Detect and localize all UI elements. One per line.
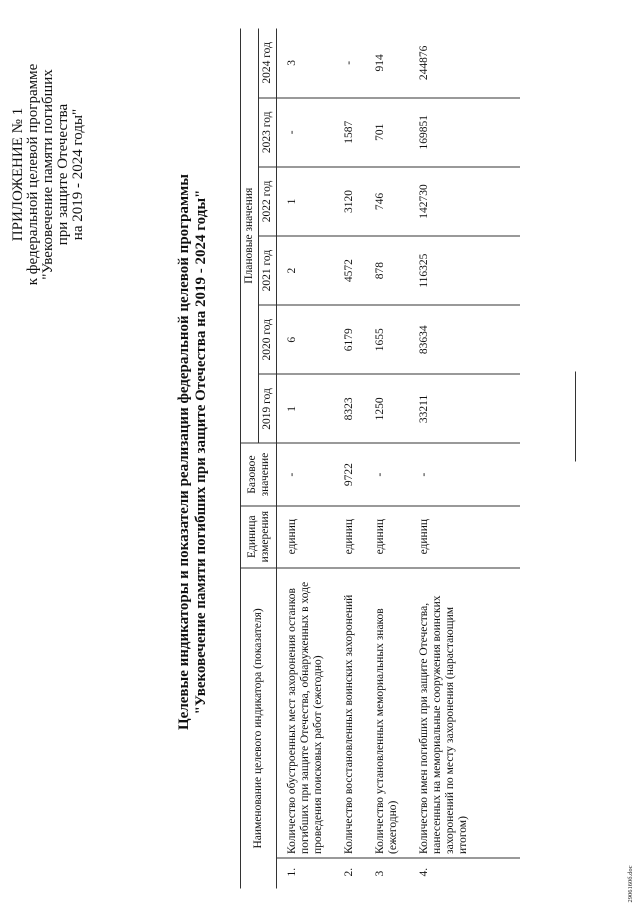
title-line: Целевые индикаторы и показатели реализации федеральной целевой программы	[176, 174, 192, 730]
row-number: 2.	[334, 858, 365, 888]
value-2021: 4572	[334, 236, 365, 305]
value-2020: 6	[277, 305, 335, 374]
value-2021: 116325	[409, 236, 520, 305]
title-line: "Увековечение памяти погибших при защите Отечества на 2019 - 2024 годы"	[193, 189, 209, 715]
value-2022: 3120	[334, 167, 365, 236]
header-year: 2020 год	[259, 305, 277, 374]
value-2022: 142730	[409, 167, 520, 236]
value-2024: -	[343, 60, 355, 65]
value-2020: 1655	[365, 305, 409, 374]
indicator-name: Количество восстановленных воинских захоронений	[334, 568, 365, 859]
row-number: 3	[365, 858, 409, 888]
document-code: 2906160б.doc	[627, 865, 634, 903]
appendix-line: к федеральной целевой программе	[25, 63, 41, 286]
header-year: 2023 год	[259, 98, 277, 167]
unit-cell: единиц	[409, 506, 520, 568]
value-2022: 746	[365, 167, 409, 236]
table-row	[409, 29, 520, 889]
value-2020: 83634	[409, 305, 520, 374]
table-row	[334, 29, 365, 889]
table-row	[277, 29, 335, 889]
header-base-value: Базовое значение	[241, 443, 277, 505]
value-2024: 914	[374, 54, 386, 72]
appendix-block	[11, 20, 86, 330]
appendix-line: "Увековечение памяти погибших	[40, 69, 56, 280]
header-indicator-name: Наименование целевого индикатора (показателя)	[241, 568, 277, 889]
indicator-name: Количество имен погибших при защите Отечества, нанесенных на мемориальные сооружения воинских захоронений по месту захоронения (нарастающим итогом)	[409, 568, 520, 859]
value-2023: 701	[365, 98, 409, 167]
value-2022: 1	[277, 167, 335, 236]
header-planned-values: Плановые значения	[241, 29, 259, 444]
base-value-cell: -	[409, 443, 520, 505]
value-2019: 1250	[365, 374, 409, 443]
value-2019: 1	[277, 374, 335, 443]
appendix-line: при защите Отечества	[55, 103, 71, 246]
value-2019: 8323	[334, 374, 365, 443]
header-year: 2024 год	[259, 29, 277, 98]
value-2021: 2	[277, 236, 335, 305]
value-2019: 33211	[409, 374, 520, 443]
header-unit: Единица измерения	[241, 506, 277, 568]
value-2023: 169851	[409, 98, 520, 167]
end-divider	[575, 372, 576, 462]
header-year: 2022 год	[259, 167, 277, 236]
base-value-cell: 9722	[334, 443, 365, 505]
value-2024: 3	[286, 59, 298, 66]
base-value-cell: -	[365, 443, 409, 505]
value-2023: 1587	[334, 98, 365, 167]
indicator-name: Количество установленных мемориальных знаков (ежегодно)	[365, 568, 409, 859]
appendix-line: на 2019 - 2024 годы"	[70, 108, 86, 241]
indicators-table	[240, 29, 520, 889]
unit-cell: единиц	[277, 506, 335, 568]
value-2023: -	[277, 98, 335, 167]
header-year: 2021 год	[259, 236, 277, 305]
value-2020: 6179	[334, 305, 365, 374]
value-2021: 878	[365, 236, 409, 305]
unit-cell: единиц	[365, 506, 409, 568]
unit-cell: единиц	[334, 506, 365, 568]
value-2024: 244876	[418, 45, 430, 81]
appendix-line: ПРИЛОЖЕНИЕ № 1	[10, 107, 26, 242]
row-number: 4.	[409, 858, 520, 888]
row-number: 1.	[277, 858, 335, 888]
indicator-name: Количество обустроенных мест захоронения останков погибших при защите Отечества, обнаруженных в ходе проведения поисковых работ (ежегодно)	[277, 568, 335, 859]
document-title	[176, 0, 210, 905]
table-row	[365, 29, 409, 889]
header-year: 2019 год	[259, 374, 277, 443]
base-value-cell: -	[277, 443, 335, 505]
